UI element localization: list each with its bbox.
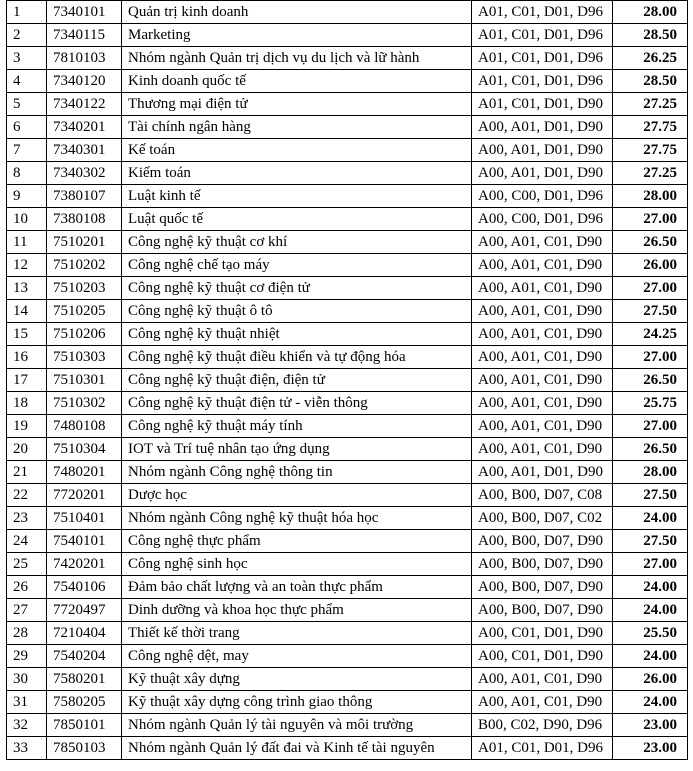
- score-cell: 24.00: [613, 691, 688, 714]
- major-code-cell: 7580205: [47, 691, 122, 714]
- major-code-cell: 7510202: [47, 254, 122, 277]
- row-number-cell: 1: [7, 1, 47, 24]
- table-row: [7, 346, 688, 369]
- major-name-cell: Kế toán: [122, 139, 472, 162]
- score-cell: 23.00: [613, 714, 688, 737]
- table-row: [7, 691, 688, 714]
- major-name-cell: Dinh dưỡng và khoa học thực phẩm: [122, 599, 472, 622]
- row-number-cell: 21: [7, 461, 47, 484]
- table-row: [7, 576, 688, 599]
- major-code-cell: 7510201: [47, 231, 122, 254]
- subject-groups-cell: A00, A01, C01, D90: [472, 415, 613, 438]
- major-name-cell: Kinh doanh quốc tế: [122, 70, 472, 93]
- score-cell: 27.00: [613, 553, 688, 576]
- subject-groups-cell: A01, C01, D01, D96: [472, 70, 613, 93]
- subject-groups-cell: A00, B00, D07, C02: [472, 507, 613, 530]
- subject-groups-cell: A00, B00, D07, C08: [472, 484, 613, 507]
- table-row: [7, 622, 688, 645]
- major-name-cell: Công nghệ kỹ thuật cơ điện tử: [122, 277, 472, 300]
- major-code-cell: 7850103: [47, 737, 122, 760]
- row-number-cell: 22: [7, 484, 47, 507]
- row-number-cell: 7: [7, 139, 47, 162]
- row-number-cell: 23: [7, 507, 47, 530]
- row-number-cell: 16: [7, 346, 47, 369]
- major-code-cell: 7340302: [47, 162, 122, 185]
- row-number-cell: 6: [7, 116, 47, 139]
- major-code-cell: 7210404: [47, 622, 122, 645]
- score-cell: 26.25: [613, 47, 688, 70]
- subject-groups-cell: B00, C02, D90, D96: [472, 714, 613, 737]
- subject-groups-cell: A01, C01, D01, D90: [472, 93, 613, 116]
- table-row: [7, 461, 688, 484]
- subject-groups-cell: A00, A01, C01, D90: [472, 668, 613, 691]
- row-number-cell: 4: [7, 70, 47, 93]
- row-number-cell: 30: [7, 668, 47, 691]
- table-row: [7, 530, 688, 553]
- major-code-cell: 7810103: [47, 47, 122, 70]
- score-cell: 25.50: [613, 622, 688, 645]
- score-cell: 27.25: [613, 162, 688, 185]
- subject-groups-cell: A00, B00, D07, D90: [472, 599, 613, 622]
- subject-groups-cell: A00, A01, D01, D90: [472, 139, 613, 162]
- score-cell: 26.50: [613, 438, 688, 461]
- row-number-cell: 18: [7, 392, 47, 415]
- row-number-cell: 32: [7, 714, 47, 737]
- score-cell: 27.50: [613, 530, 688, 553]
- table-row: [7, 277, 688, 300]
- table-row: [7, 300, 688, 323]
- major-code-cell: 7480108: [47, 415, 122, 438]
- subject-groups-cell: A00, B00, D07, D90: [472, 553, 613, 576]
- major-code-cell: 7340301: [47, 139, 122, 162]
- major-name-cell: Kiểm toán: [122, 162, 472, 185]
- score-cell: 24.00: [613, 507, 688, 530]
- score-cell: 27.75: [613, 139, 688, 162]
- major-name-cell: Dược học: [122, 484, 472, 507]
- score-cell: 28.50: [613, 24, 688, 47]
- major-code-cell: 7480201: [47, 461, 122, 484]
- major-name-cell: Thiết kế thời trang: [122, 622, 472, 645]
- table-row: [7, 254, 688, 277]
- score-cell: 28.00: [613, 461, 688, 484]
- table-row: [7, 185, 688, 208]
- subject-groups-cell: A00, A01, C01, D90: [472, 392, 613, 415]
- major-name-cell: IOT và Trí tuệ nhân tạo ứng dụng: [122, 438, 472, 461]
- subject-groups-cell: A01, C01, D01, D96: [472, 737, 613, 760]
- score-cell: 28.00: [613, 1, 688, 24]
- subject-groups-cell: A01, C01, D01, D96: [472, 47, 613, 70]
- major-code-cell: 7540101: [47, 530, 122, 553]
- major-name-cell: Công nghệ kỹ thuật điện tử - viễn thông: [122, 392, 472, 415]
- row-number-cell: 19: [7, 415, 47, 438]
- subject-groups-cell: A00, C01, D01, D90: [472, 645, 613, 668]
- major-name-cell: Công nghệ kỹ thuật cơ khí: [122, 231, 472, 254]
- subject-groups-cell: A00, C00, D01, D96: [472, 185, 613, 208]
- row-number-cell: 24: [7, 530, 47, 553]
- major-name-cell: Tài chính ngân hàng: [122, 116, 472, 139]
- major-name-cell: Công nghệ dệt, may: [122, 645, 472, 668]
- row-number-cell: 9: [7, 185, 47, 208]
- score-cell: 27.00: [613, 208, 688, 231]
- table-row: [7, 47, 688, 70]
- subject-groups-cell: A00, A01, C01, D90: [472, 438, 613, 461]
- row-number-cell: 5: [7, 93, 47, 116]
- score-cell: 27.00: [613, 277, 688, 300]
- score-cell: 27.00: [613, 346, 688, 369]
- table-row: [7, 415, 688, 438]
- score-cell: 28.00: [613, 185, 688, 208]
- major-name-cell: Quản trị kinh doanh: [122, 1, 472, 24]
- table-row: [7, 737, 688, 760]
- major-code-cell: 7380108: [47, 208, 122, 231]
- subject-groups-cell: A00, A01, C01, D90: [472, 231, 613, 254]
- row-number-cell: 29: [7, 645, 47, 668]
- major-name-cell: Công nghệ kỹ thuật điều khiển và tự động hóa: [122, 346, 472, 369]
- score-cell: 26.50: [613, 231, 688, 254]
- table-row: [7, 208, 688, 231]
- major-name-cell: Đảm bảo chất lượng và an toàn thực phẩm: [122, 576, 472, 599]
- score-cell: 27.25: [613, 93, 688, 116]
- row-number-cell: 3: [7, 47, 47, 70]
- major-code-cell: 7420201: [47, 553, 122, 576]
- table-row: [7, 323, 688, 346]
- table-row: [7, 116, 688, 139]
- score-cell: 26.00: [613, 668, 688, 691]
- score-cell: 24.25: [613, 323, 688, 346]
- score-cell: 25.75: [613, 392, 688, 415]
- table-row: [7, 139, 688, 162]
- major-code-cell: 7340120: [47, 70, 122, 93]
- score-cell: 27.50: [613, 484, 688, 507]
- subject-groups-cell: A00, C00, D01, D96: [472, 208, 613, 231]
- major-code-cell: 7510304: [47, 438, 122, 461]
- major-name-cell: Luật quốc tế: [122, 208, 472, 231]
- major-name-cell: Kỹ thuật xây dựng: [122, 668, 472, 691]
- table-row: [7, 392, 688, 415]
- major-code-cell: 7510301: [47, 369, 122, 392]
- major-code-cell: 7510401: [47, 507, 122, 530]
- major-code-cell: 7340201: [47, 116, 122, 139]
- subject-groups-cell: A00, A01, C01, D90: [472, 300, 613, 323]
- subject-groups-cell: A00, B00, D07, D90: [472, 576, 613, 599]
- major-name-cell: Nhóm ngành Công nghệ thông tin: [122, 461, 472, 484]
- table-row: [7, 484, 688, 507]
- score-cell: 27.75: [613, 116, 688, 139]
- score-cell: 24.00: [613, 599, 688, 622]
- subject-groups-cell: A01, C01, D01, D96: [472, 24, 613, 47]
- subject-groups-cell: A00, B00, D07, D90: [472, 530, 613, 553]
- subject-groups-cell: A00, A01, D01, D90: [472, 116, 613, 139]
- major-code-cell: 7720497: [47, 599, 122, 622]
- row-number-cell: 2: [7, 24, 47, 47]
- row-number-cell: 15: [7, 323, 47, 346]
- row-number-cell: 25: [7, 553, 47, 576]
- score-cell: 27.50: [613, 300, 688, 323]
- major-name-cell: Nhóm ngành Quản lý đất đai và Kinh tế tài nguyên: [122, 737, 472, 760]
- table-body: [7, 1, 688, 760]
- table-row: [7, 599, 688, 622]
- major-name-cell: Công nghệ sinh học: [122, 553, 472, 576]
- row-number-cell: 26: [7, 576, 47, 599]
- subject-groups-cell: A00, A01, C01, D90: [472, 323, 613, 346]
- major-name-cell: Nhóm ngành Quản lý tài nguyên và môi trường: [122, 714, 472, 737]
- major-name-cell: Công nghệ thực phẩm: [122, 530, 472, 553]
- table-row: [7, 1, 688, 24]
- row-number-cell: 8: [7, 162, 47, 185]
- major-name-cell: Công nghệ kỹ thuật máy tính: [122, 415, 472, 438]
- table-row: [7, 645, 688, 668]
- table-row: [7, 553, 688, 576]
- table-row: [7, 668, 688, 691]
- subject-groups-cell: A00, C01, D01, D90: [472, 622, 613, 645]
- table-row: [7, 162, 688, 185]
- major-code-cell: 7510203: [47, 277, 122, 300]
- major-code-cell: 7340122: [47, 93, 122, 116]
- major-code-cell: 7580201: [47, 668, 122, 691]
- major-code-cell: 7540204: [47, 645, 122, 668]
- major-code-cell: 7510205: [47, 300, 122, 323]
- subject-groups-cell: A00, A01, C01, D90: [472, 346, 613, 369]
- table-row: [7, 369, 688, 392]
- score-cell: 23.00: [613, 737, 688, 760]
- major-code-cell: 7340115: [47, 24, 122, 47]
- major-code-cell: 7380107: [47, 185, 122, 208]
- row-number-cell: 27: [7, 599, 47, 622]
- row-number-cell: 11: [7, 231, 47, 254]
- row-number-cell: 13: [7, 277, 47, 300]
- row-number-cell: 33: [7, 737, 47, 760]
- subject-groups-cell: A00, A01, C01, D90: [472, 369, 613, 392]
- table-row: [7, 70, 688, 93]
- major-name-cell: Công nghệ chế tạo máy: [122, 254, 472, 277]
- subject-groups-cell: A00, A01, C01, D90: [472, 277, 613, 300]
- major-name-cell: Công nghệ kỹ thuật nhiệt: [122, 323, 472, 346]
- major-code-cell: 7540106: [47, 576, 122, 599]
- table-row: [7, 24, 688, 47]
- row-number-cell: 17: [7, 369, 47, 392]
- row-number-cell: 31: [7, 691, 47, 714]
- subject-groups-cell: A00, A01, C01, D90: [472, 254, 613, 277]
- major-code-cell: 7510302: [47, 392, 122, 415]
- score-cell: 24.00: [613, 645, 688, 668]
- major-code-cell: 7510206: [47, 323, 122, 346]
- row-number-cell: 28: [7, 622, 47, 645]
- major-name-cell: Nhóm ngành Quản trị dịch vụ du lịch và lữ hành: [122, 47, 472, 70]
- major-code-cell: 7850101: [47, 714, 122, 737]
- score-cell: 24.00: [613, 576, 688, 599]
- row-number-cell: 20: [7, 438, 47, 461]
- admission-score-table: [6, 0, 688, 760]
- major-name-cell: Kỹ thuật xây dựng công trình giao thông: [122, 691, 472, 714]
- table-row: [7, 231, 688, 254]
- subject-groups-cell: A00, A01, D01, D90: [472, 162, 613, 185]
- subject-groups-cell: A00, A01, D01, D90: [472, 461, 613, 484]
- major-name-cell: Luật kinh tế: [122, 185, 472, 208]
- score-cell: 26.00: [613, 254, 688, 277]
- table-row: [7, 507, 688, 530]
- row-number-cell: 12: [7, 254, 47, 277]
- score-cell: 28.50: [613, 70, 688, 93]
- table-row: [7, 438, 688, 461]
- major-name-cell: Nhóm ngành Công nghệ kỹ thuật hóa học: [122, 507, 472, 530]
- row-number-cell: 10: [7, 208, 47, 231]
- major-code-cell: 7720201: [47, 484, 122, 507]
- row-number-cell: 14: [7, 300, 47, 323]
- table-row: [7, 93, 688, 116]
- major-name-cell: Công nghệ kỹ thuật điện, điện tử: [122, 369, 472, 392]
- table-row: [7, 714, 688, 737]
- major-code-cell: 7340101: [47, 1, 122, 24]
- major-name-cell: Thương mại điện tử: [122, 93, 472, 116]
- major-name-cell: Marketing: [122, 24, 472, 47]
- subject-groups-cell: A00, A01, C01, D90: [472, 691, 613, 714]
- major-name-cell: Công nghệ kỹ thuật ô tô: [122, 300, 472, 323]
- score-cell: 26.50: [613, 369, 688, 392]
- major-code-cell: 7510303: [47, 346, 122, 369]
- subject-groups-cell: A01, C01, D01, D96: [472, 1, 613, 24]
- score-cell: 27.00: [613, 415, 688, 438]
